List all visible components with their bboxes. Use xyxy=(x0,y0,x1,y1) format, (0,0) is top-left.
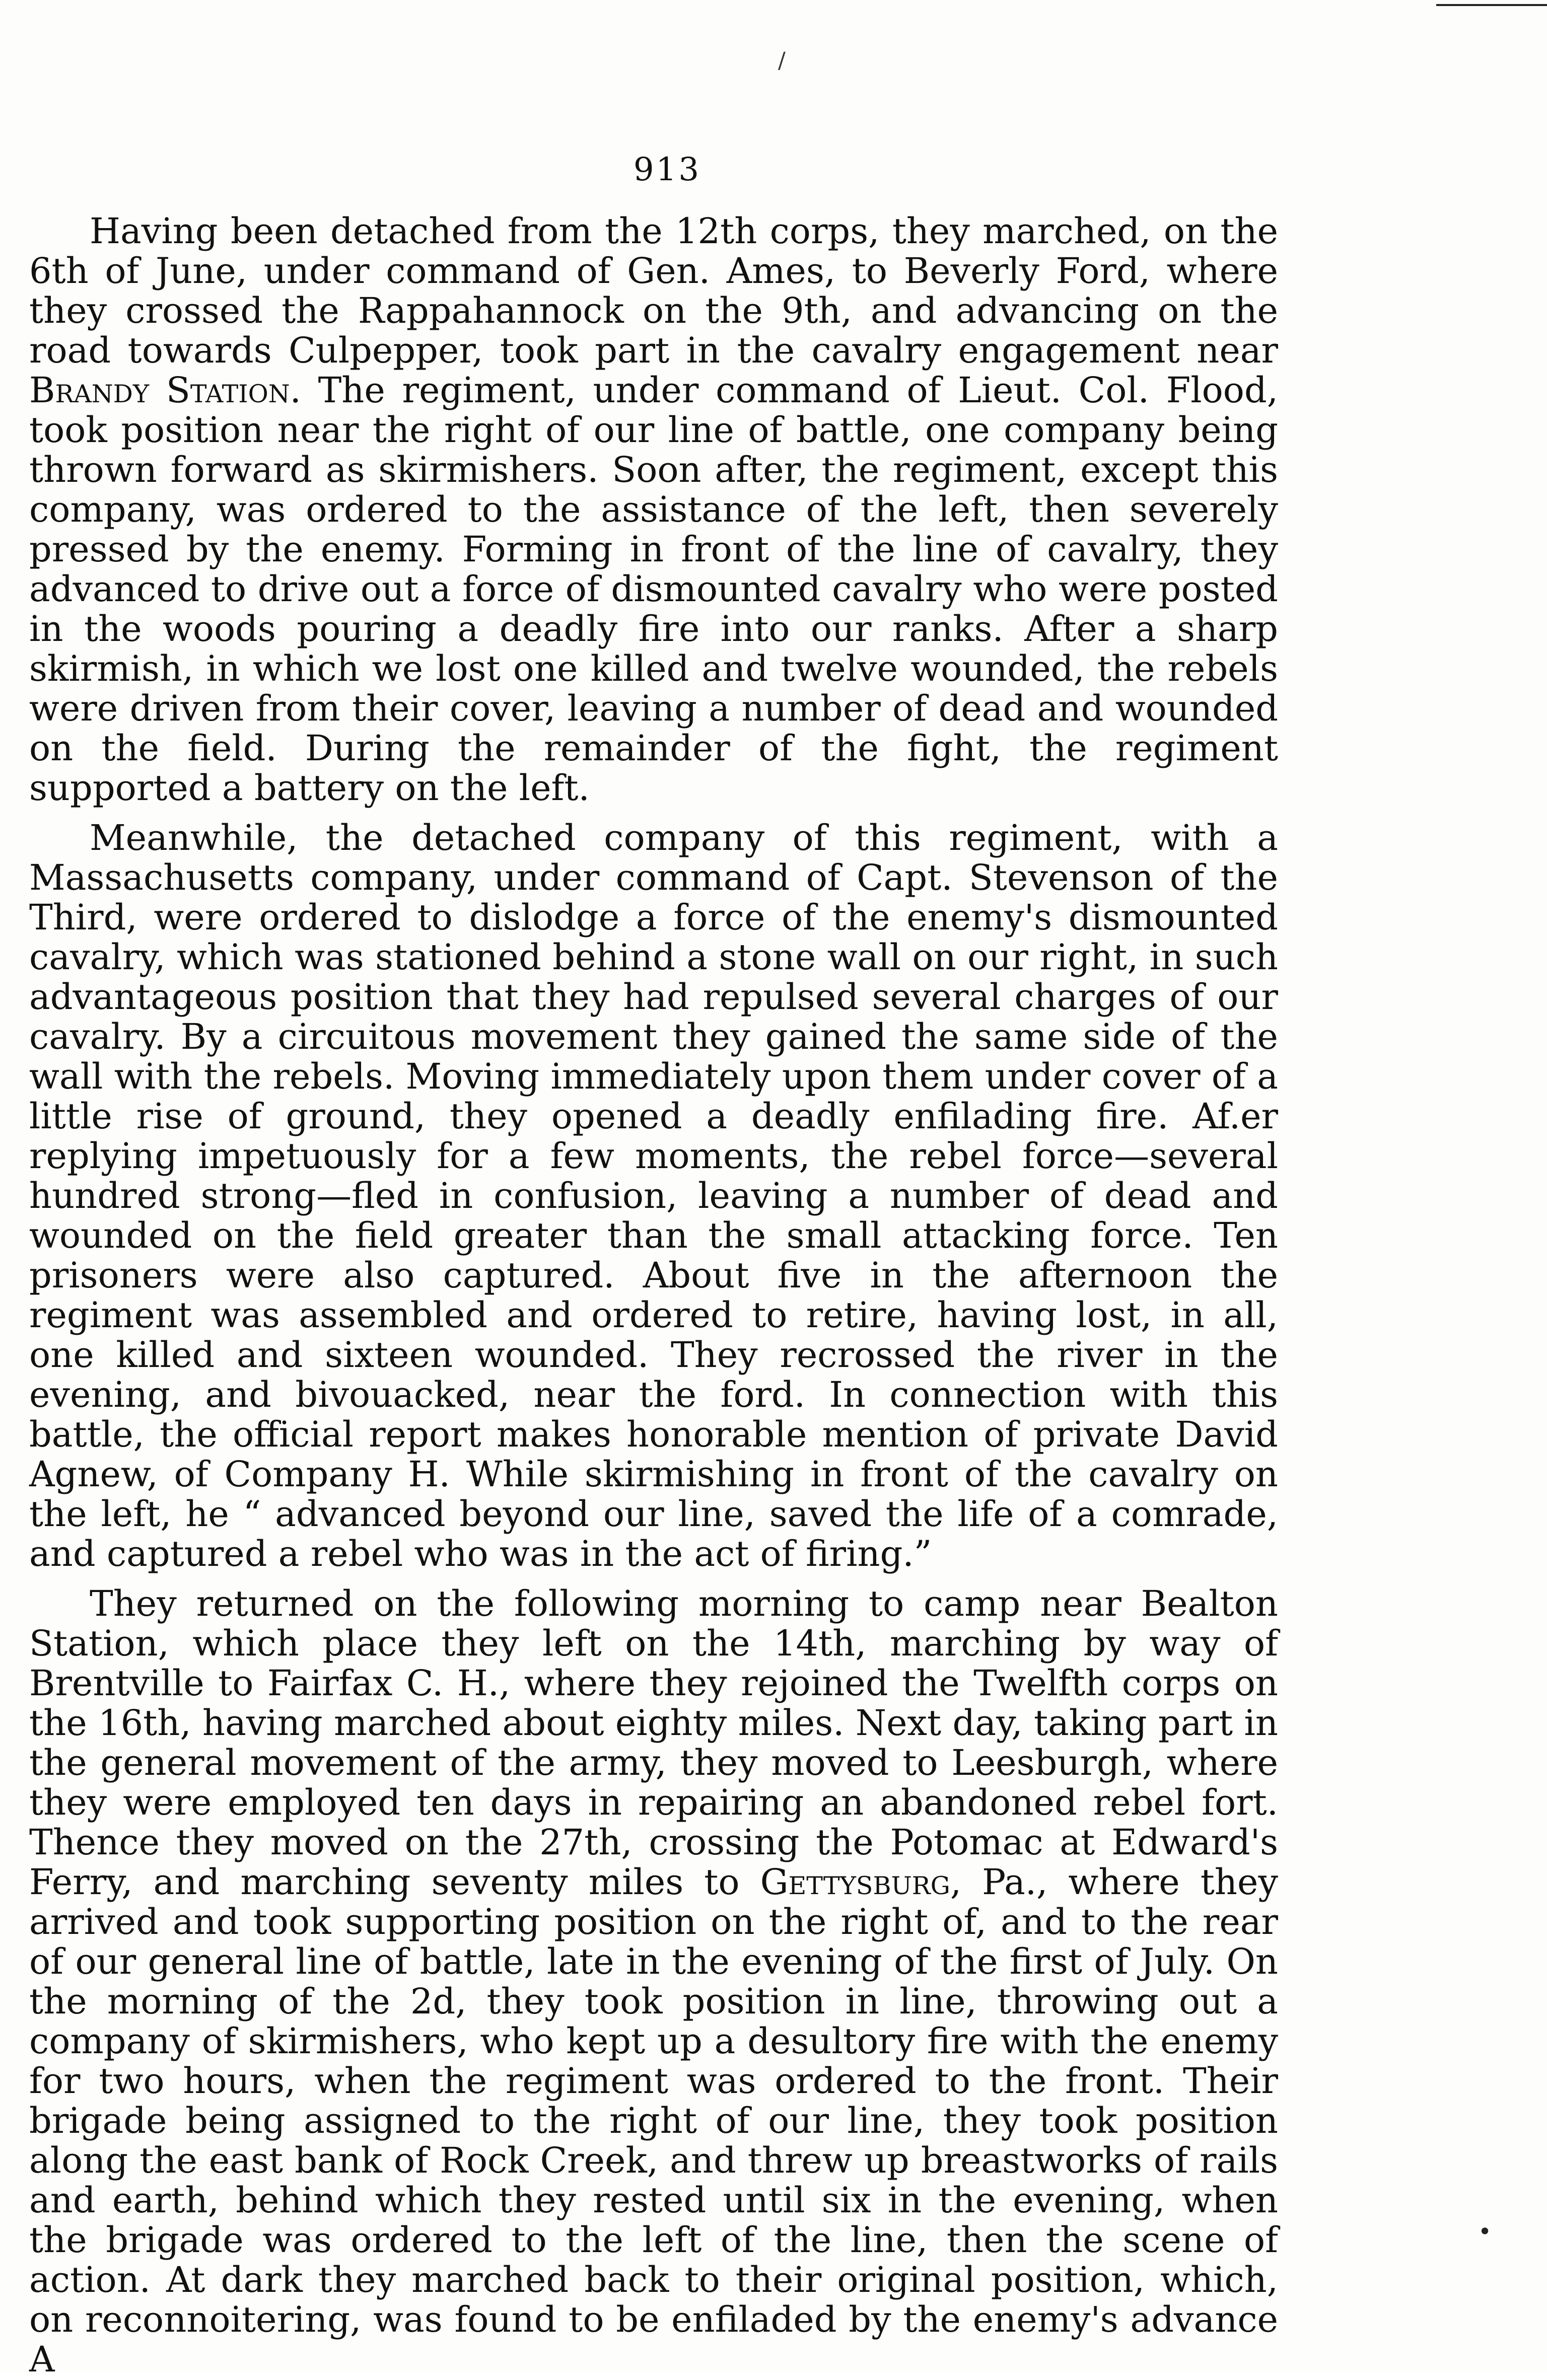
paragraph-text: Having been detached from the 12th corps, they marched, on the 6th of June, under command of Gen. Ames, to Beverly Ford, where they crossed the Rappahannock on the 9th, and advancing on the road towards Culpepper, took part in the cavalry engagement near xyxy=(29,210,1278,371)
page-number: 913 xyxy=(633,151,701,188)
paragraph-text: . The regiment, under command of Lieut. Col. Flood, took position near the right of our line of battle, one company being thrown forward as skirmishers. Soon after, the regiment, except this company, was ordered to the assistance of the left, then severely pressed by the enemy. Forming in front of the line of cavalry, they advanced to drive out a force of dismounted cavalry who were posted in the woods pouring a deadly fire into our ranks. After a sharp skirmish, in which we lost one killed and twelve wounded, the rebels were driven from their cover, leaving a number of dead and wounded on the field. During the remainder of the fight, the regiment supported a battery on the left. xyxy=(29,370,1279,809)
margin-mark: • xyxy=(1478,2218,1492,2245)
place-name-gettysburg: Gettysburg xyxy=(760,1861,950,1903)
paragraph-brandy-station xyxy=(29,211,1278,808)
place-name-brandy-station: Brandy Station xyxy=(29,370,290,411)
paragraph-text: They returned on the following morning to camp near Bealton Station, which place they left on the 14th, marching by way of Brentville to Fairfax C. H., where they rejoined the Twelfth corps on the 16th, having marched about eighty miles. Next day, taking part in the general movement of the army, they moved to Leesburgh, where they were employed ten days in repairing an abandoned rebel fort. Thence they moved on the 27th, crossing the Potomac at Edward's Ferry, and marching seventy miles to xyxy=(29,1583,1278,1903)
paragraph-text: , Pa., where they arrived and took supporting position on the right of, and to the rear of our general line of battle, late in the evening of the first of July. On the morning of the 2d, they took position in line, throwing out a company of skirmishers, who kept up a desultory fire with the enemy for two hours, when the regiment was ordered to the front. Their brigade being assigned to the right of our line, they took position along the east bank of Rock Creek, and threw up breastworks of rails and earth, behind which they rested until six in the evening, when the brigade was ordered to the left of the line, then the scene of action. At dark they marched back to their original position, which, on reconnoitering, was found to be enfiladed by the enemy's advance A xyxy=(29,1861,1278,2380)
top-rule xyxy=(1436,4,1547,6)
corner-mark: / xyxy=(778,48,786,74)
body-text xyxy=(29,210,1279,2380)
paragraph-gettysburg xyxy=(29,1584,1278,2379)
paragraph-detached-company xyxy=(29,818,1278,1574)
paragraph-text: Meanwhile, the detached company of this regiment, with a Massachusetts company, under command of Capt. Stevenson of the Third, were ordered to dislodge a force of the enemy's dismounted cavalry, which was stationed behind a stone wall on our right, in such advantageous position that they had repulsed several charges of our cavalry. By a circuitous movement they gained the same side of the wall with the rebels. Moving immediately upon them under cover of a little rise of ground, they opened a deadly enfilading fire. Af.er replying impetuously for a few moments, the rebel force—several hundred strong—fled in confusion, leaving a number of dead and wounded on the field greater than the small attacking force. Ten prisoners were also captured. About five in the afternoon the regiment was assembled and ordered to retire, having lost, in all, one killed and sixteen wounded. They recrossed the river in the evening, and bivouacked, near the ford. In connection with this battle, the official report makes honorable mention of private David Agnew, of Company H. While skirmishing in front of the cavalry on the left, he “ advanced beyond our line, saved the life of a comrade, and captured a rebel who was in the act of firing.” xyxy=(29,817,1278,1574)
